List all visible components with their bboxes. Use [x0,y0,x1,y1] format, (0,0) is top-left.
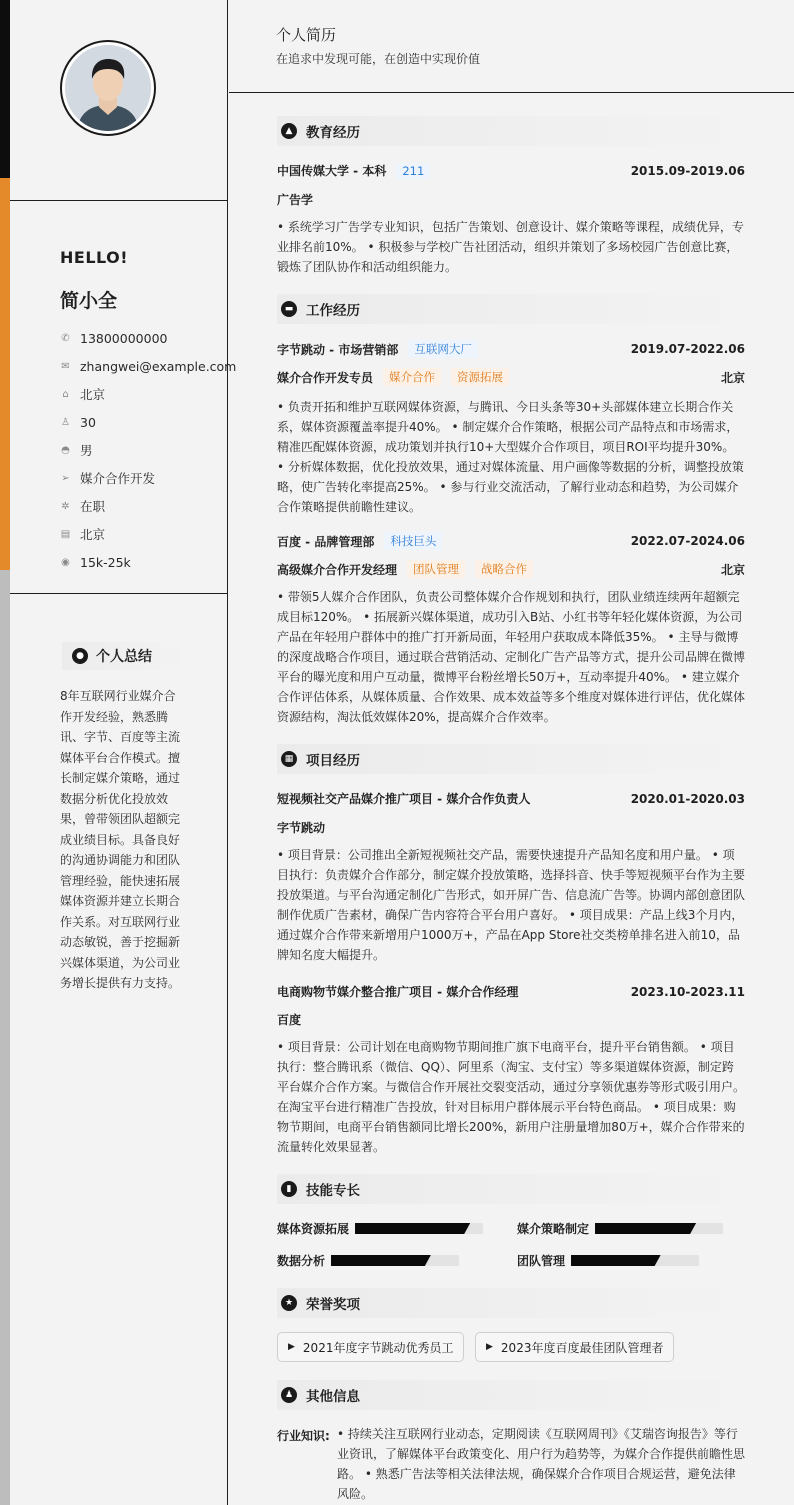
work-desc: • 负责开拓和维护互联网媒体资源，与腾讯、今日头条等30+头部媒体建立长期合作关系，媒体资源覆盖率提升40%。 • 制定媒介合作策略，根据公司产品特点和市场需求，精准匹配媒体资源，成功策划并执行10+大型媒介合作项目，项目ROI平均提升30%。 • 分析媒体数据，优化投放效果，通过对媒体流量、用户画像等数据的分析，调整投放策略，使广告转化率提高25%。 • 参与行业交流活动，了解行业动态和趋势，为公司媒介合作策略提供前瞻性建议。 [277,400,744,514]
skill-name: 媒体资源拓展 [277,1222,350,1236]
avatar-photo-icon [65,45,151,131]
section-title: 教育经历 [306,125,360,141]
contact-value: 北京 [80,387,106,402]
project-period: 2020.01-2020.03 [630,791,745,806]
contact-age [60,408,236,436]
left-stripe-black [0,0,10,178]
contact-list [60,324,236,576]
projects-heading [277,744,745,774]
project-name: 短视频社交产品媒介推广项目 - 媒介合作负责人 [277,792,531,806]
contact-home [60,380,236,408]
other-heading [277,1380,745,1410]
contact-value: 15k-25k [80,554,131,570]
briefcase-icon: ▬ [281,301,297,317]
skill-item [277,1220,483,1237]
company-tag: 互联网大厂 [408,340,478,358]
graduation-cap-icon: ▲ [281,123,297,139]
contact-value: 男 [80,443,93,458]
page-title: 个人简历 [276,26,337,44]
left-stripe-orange [0,178,10,570]
major: 广告学 [277,193,314,207]
education-desc: • 系统学习广告学专业知识，包括广告策划、创意设计、媒介策略等课程，成绩优异，专业排名前10%。 • 积极参与学校广告社团活动，组织并策划了多场校园广告创意比赛，锻炼了团队协作和活动组织能力。 [277,220,744,274]
contact-gender [60,436,236,464]
skill-name: 团队管理 [517,1254,566,1268]
skill-name: 数据分析 [277,1254,326,1268]
skill-item [277,1252,459,1269]
role-tag: 团队管理 [407,560,465,578]
contact-salary [60,548,236,576]
role-row [277,368,745,386]
contact-phone [60,324,236,352]
contact-value: 在职 [80,499,106,514]
work-desc: • 带领5人媒介合作团队，负责公司整体媒介合作规划和执行，团队业绩连续两年超额完成目标120%。 • 拓展新兴媒体渠道，成功引入B站、小红书等年轻化媒体资源，为公司产品在年轻用户群体中的推广打开新局面，年轻用户获取成本降低35%。 • 主导与微博的深度战略合作项目，通过联合营销活动、定制化广告产品等方式，提升公司品牌在微博平台的曝光度和用户互动量，微博平台粉丝增长50万+，互动率提升40%。 • 建立媒介合作评估体系，从媒体质量、合作效果、成本效益等多个维度对媒体进行评估，优化媒体资源结构，淘汰低效媒体20%，提高媒介合作效率。 [277,590,746,724]
contact-value: 30 [80,414,96,430]
gender-icon: ◓ [61,444,70,456]
contact-value: 13800000000 [80,330,168,346]
work-city: 北京 [720,562,745,577]
education-heading [277,116,745,146]
project-name: 电商购物节媒介整合推广项目 - 媒介合作经理 [277,985,519,999]
contact-value: 媒介合作开发 [80,471,156,486]
project-row [277,790,745,807]
skill-bar-fill [571,1255,661,1266]
award-label: 2023年度百度最佳团队管理者 [500,1340,664,1355]
position-icon: ➢ [61,472,70,484]
sidebar-divider [10,593,228,594]
page-subtitle: 在追求中发现可能，在创造中实现价值 [276,52,481,66]
work-row [277,532,745,550]
work-period: 2019.07-2022.06 [630,342,745,356]
people-icon: ♟ [281,1387,297,1403]
skill-bar [331,1255,459,1266]
skill-bar [571,1255,699,1266]
contact-city [60,520,236,548]
skill-item [517,1252,699,1269]
contact-value: zhangwei@example.com [80,358,237,374]
project-org: 百度 [277,1013,302,1027]
left-stripe-gray [0,570,10,1505]
project-desc: • 项目背景：公司计划在电商购物节期间推广旗下电商平台，提升平台销售额。 • 项目执行：整合腾讯系（微信、QQ）、阿里系（淘宝、支付宝）等多渠道媒体资源，制定跨平台媒介合作方案。与微信合作开展社交裂变活动，通过分享领优惠券等形式吸引用户。在淘宝平台进行精准广告投放，针对目标用户群体展示平台特色商品。 • 项目成果：购物节期间，电商平台销售额同比增长200%，新用户注册量增加80万+，媒介合作带来的流量转化效果显著。 [277,1040,746,1154]
award-badge [475,1332,674,1362]
other-text: • 持续关注互联网行业动态，定期阅读《互联网周刊》《艾瑞咨询报告》等行业资讯，了解媒体平台政策变化、用户行为趋势等，为媒介合作提供前瞻性思路。 • 熟悉广告法等相关法律法规，确保媒介合作项目合规运营，避免法律风险。 [337,1427,746,1501]
skill-bar [355,1223,483,1234]
candidate-name: 简小全 [60,290,118,312]
role-tag: 媒介合作 [383,368,441,386]
section-title: 工作经历 [306,303,360,319]
skill-bar-fill [355,1223,470,1234]
section-title: 荣誉奖项 [306,1297,360,1313]
school-name: 中国传媒大学 - 本科 [277,164,387,178]
role-tag: 资源拓展 [451,368,509,386]
contact-position [60,464,236,492]
section-title: 其他信息 [306,1389,360,1405]
salary-icon: ◉ [61,556,70,568]
skill-name: 媒介策略制定 [517,1222,590,1236]
user-icon: ● [72,648,88,664]
contact-email [60,352,236,380]
awards-heading [277,1288,745,1318]
work-city: 北京 [720,370,745,385]
award-badge [277,1332,464,1362]
project-org: 字节跳动 [277,821,326,835]
school-tag: 211 [396,163,430,179]
summary-heading [62,642,187,670]
sidebar-divider [10,200,228,201]
play-triangle-icon: ▶ [288,1342,295,1352]
role-title: 高级媒介合作开发经理 [277,562,398,577]
header-divider [229,92,794,93]
skill-bar-fill [595,1223,696,1234]
medal-icon: ★ [281,1295,297,1311]
skill-bar [595,1223,723,1234]
bar-chart-icon: ▮ [281,1181,297,1197]
education-row [277,162,745,179]
project-row [277,983,745,1000]
status-icon: ✲ [61,500,70,512]
hello-heading: HELLO! [60,248,129,267]
section-title: 项目经历 [306,753,360,769]
phone-icon: ✆ [61,332,70,344]
work-row [277,340,745,358]
contact-value: 北京 [80,527,106,542]
company-name: 字节跳动 - 市场营销部 [277,342,399,357]
home-icon: ⌂ [62,388,69,400]
skill-bar-fill [331,1255,431,1266]
summary-text: 8年互联网行业媒介合作开发经验，熟悉腾讯、字节、百度等主流媒体平台合作模式。擅长制定媒介策略，通过数据分析优化投放效果，曾带领团队超额完成业绩目标。具备良好的沟通协调能力和团队管理经验，能快速拓展媒体资源并建立长期合作关系。对互联网行业动态敏锐，善于挖掘新兴媒体渠道，为公司业务增长提供有力支持。 [60,689,181,990]
work-period: 2022.07-2024.06 [630,534,745,548]
education-period: 2015.09-2019.06 [630,163,745,178]
avatar [60,40,156,136]
company-name: 百度 - 品牌管理部 [277,534,375,549]
role-title: 媒介合作开发专员 [277,370,374,385]
project-desc: • 项目背景：公司推出全新短视频社交产品，需要快速提升产品知名度和用户量。 • 项目执行：负责媒介合作部分，制定媒介投放策略，选择抖音、快手等短视频平台作为主要投放渠道。与平台沟通定制化广告形式，如开屏广告、信息流广告等。协调内部创意团队制作优质广告素材，确保广告内容符合平台用户喜好。 • 项目成果：产品上线3个月内，通过媒介合作带来新增用户1000万+，产品在App Store社交类榜单排名进入前10，品牌知名度大幅提升。 [277,848,746,962]
grid-icon: ▦ [281,751,297,767]
email-icon: ✉ [61,360,70,372]
contact-status [60,492,236,520]
play-triangle-icon: ▶ [486,1342,493,1352]
city-icon: ▤ [60,528,71,540]
age-icon: ♙ [61,416,70,428]
sidebar [10,0,237,1505]
role-tag: 战略合作 [475,560,533,578]
project-period: 2023.10-2023.11 [630,984,745,999]
section-title: 技能专长 [306,1183,360,1199]
role-row [277,560,745,578]
skills-heading [277,1174,745,1204]
company-tag: 科技巨头 [384,532,442,550]
award-label: 2021年度字节跳动优秀员工 [302,1340,454,1355]
other-label: 行业知识: [277,1429,330,1443]
skill-item [517,1220,723,1237]
summary-title: 个人总结 [96,649,152,665]
work-heading [277,294,745,324]
